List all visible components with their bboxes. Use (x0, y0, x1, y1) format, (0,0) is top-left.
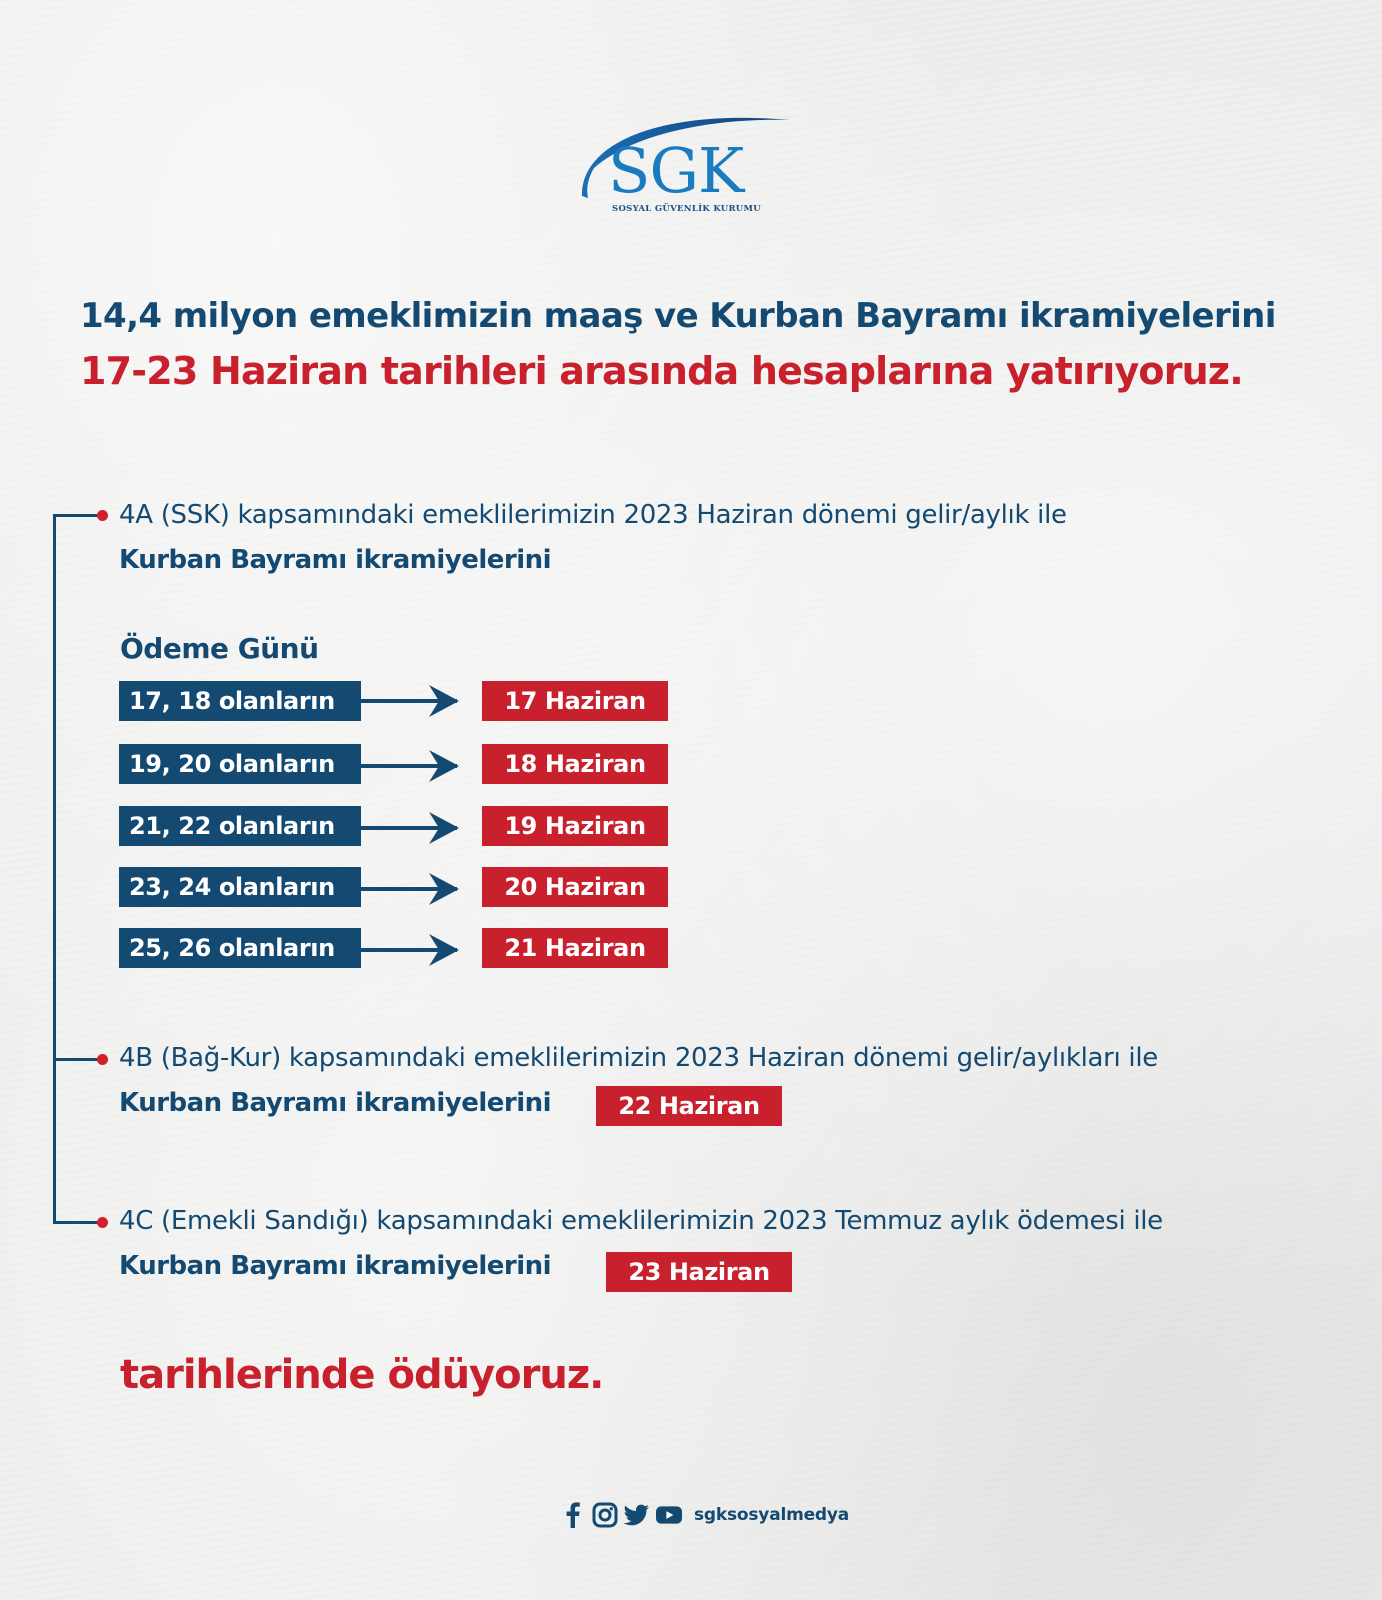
section-4b-text: 4B (Bağ-Kur) kapsamındaki emeklilerimizin 2023 Haziran dönemi gelir/aylıkları ile (119, 1043, 1158, 1073)
bullet-dot-4c (97, 1217, 108, 1228)
section-4c-text: 4C (Emekli Sandığı) kapsamındaki emeklilerimizin 2023 Temmuz aylık ödemesi ile (119, 1206, 1163, 1236)
schedule-date-badge: 20 Haziran (482, 867, 668, 907)
schedule-group-label: 23, 24 olanların (119, 867, 361, 907)
social-footer (560, 1500, 849, 1530)
section-4c-bold-text: Kurban Bayramı ikramiyelerini (119, 1251, 552, 1281)
bracket-branch-4b (53, 1058, 100, 1061)
bullet-dot-4a (97, 510, 108, 521)
schedule-row (119, 928, 679, 968)
schedule-row (119, 681, 679, 721)
schedule-date-badge: 19 Haziran (482, 806, 668, 846)
bracket-branch-4c (53, 1221, 100, 1224)
bullet-dot-4b (97, 1054, 108, 1065)
arrow-right-icon (361, 746, 461, 782)
schedule-heading: Ödeme Günü (120, 632, 319, 665)
instagram-icon[interactable] (592, 1502, 618, 1528)
logo-subtitle: SOSYAL GÜVENLİK KURUMU (612, 204, 761, 214)
arrow-right-icon (361, 683, 461, 719)
bracket-vertical-line (53, 514, 56, 1223)
schedule-date-badge: 21 Haziran (482, 928, 668, 968)
section-4c-date-badge: 23 Haziran (606, 1252, 792, 1292)
section-4a-bold-text: Kurban Bayramı ikramiyelerini (119, 545, 552, 575)
schedule-group-label: 25, 26 olanların (119, 928, 361, 968)
social-handle[interactable]: sgksosyalmedya (694, 1505, 850, 1525)
schedule-row (119, 867, 679, 907)
headline-line-1: 14,4 milyon emeklimizin maaş ve Kurban Bayramı ikramiyelerini (80, 296, 1276, 336)
headline-line-2: 17-23 Haziran tarihleri arasında hesaplarına yatırıyoruz. (80, 349, 1243, 393)
section-4b-date-badge: 22 Haziran (596, 1086, 782, 1126)
section-4a-text: 4A (SSK) kapsamındaki emeklilerimizin 2023 Haziran dönemi gelir/aylık ile (119, 500, 1067, 530)
schedule-date-badge: 17 Haziran (482, 681, 668, 721)
schedule-row (119, 806, 679, 846)
schedule-group-label: 17, 18 olanların (119, 681, 361, 721)
youtube-icon[interactable] (656, 1502, 682, 1528)
schedule-group-label: 21, 22 olanların (119, 806, 361, 846)
bracket-branch-4a (53, 514, 100, 517)
arrow-right-icon (361, 869, 461, 905)
schedule-group-label: 19, 20 olanların (119, 744, 361, 784)
schedule-row (119, 744, 679, 784)
closing-text: tarihlerinde ödüyoruz. (120, 1352, 604, 1398)
twitter-icon[interactable] (624, 1502, 650, 1528)
facebook-icon[interactable] (560, 1502, 586, 1528)
sgk-logo (580, 108, 800, 218)
schedule-date-badge: 18 Haziran (482, 744, 668, 784)
arrow-right-icon (361, 808, 461, 844)
arrow-right-icon (361, 930, 461, 966)
section-4b-bold-text: Kurban Bayramı ikramiyelerini (119, 1088, 552, 1118)
logo-letters: SGK (608, 134, 744, 207)
